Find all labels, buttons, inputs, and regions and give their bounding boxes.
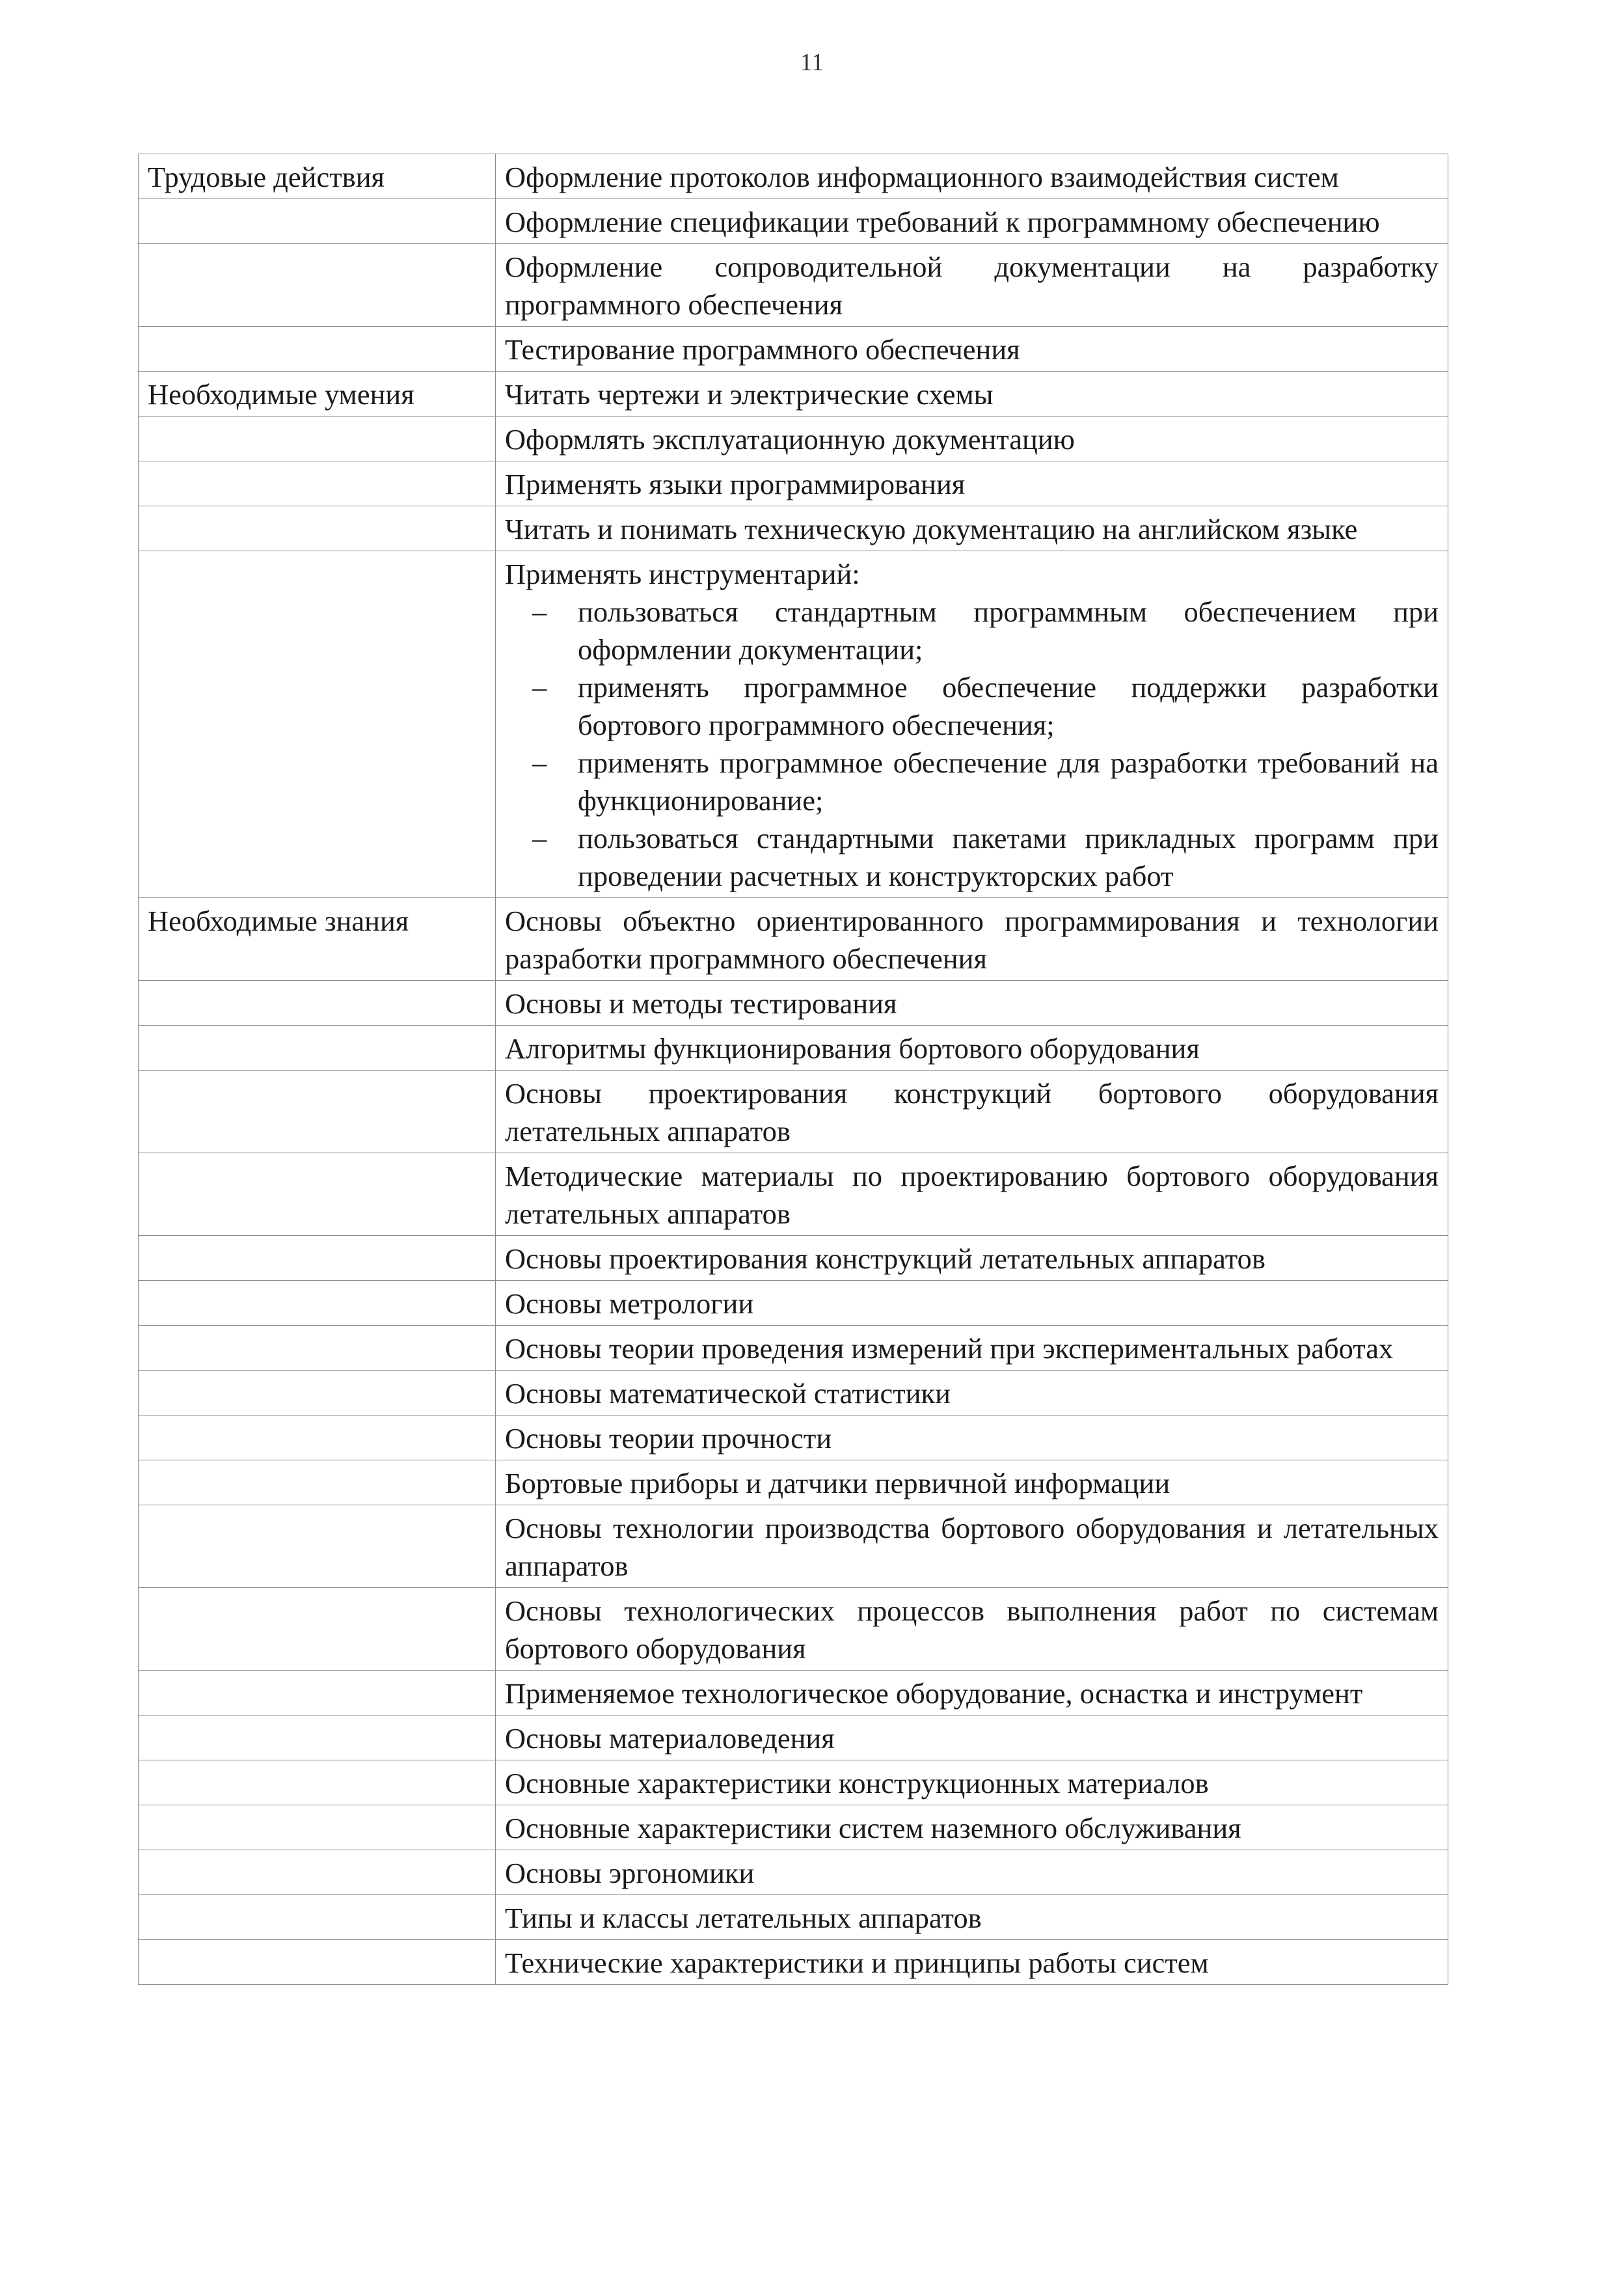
bullet-list — [505, 593, 1439, 895]
section-label-cell — [139, 244, 496, 327]
item-cell — [496, 1588, 1448, 1671]
item-text: Основы и методы тестирования — [505, 987, 897, 1020]
item-cell — [496, 154, 1448, 199]
section-label-cell — [139, 1415, 496, 1460]
section-label-cell — [139, 1805, 496, 1850]
bullet-item — [505, 819, 1439, 895]
table-row — [139, 1805, 1448, 1850]
item-cell — [496, 1505, 1448, 1588]
item-text: Основы метрологии — [505, 1287, 754, 1320]
item-cell — [496, 1895, 1448, 1940]
item-text: Оформление спецификации требований к программному обеспечению — [505, 206, 1380, 238]
item-cell — [496, 417, 1448, 461]
table-row — [139, 1236, 1448, 1281]
table-row — [139, 1460, 1448, 1505]
page-number: 11 — [800, 49, 824, 76]
bullet-text: применять программное обеспечение поддержки разработки бортового программного обеспечения; — [578, 671, 1439, 741]
table-row — [139, 1326, 1448, 1371]
section-label-cell — [139, 199, 496, 244]
item-text: Основы технологических процессов выполнения работ по системам бортового оборудования — [505, 1594, 1439, 1665]
qualification-table — [138, 154, 1448, 1985]
table-row — [139, 1588, 1448, 1671]
table-row — [139, 551, 1448, 898]
table-row — [139, 1071, 1448, 1153]
section-label-cell — [139, 1505, 496, 1588]
item-text: Технические характеристики и принципы работы систем — [505, 1947, 1209, 1979]
item-text: Основы эргономики — [505, 1857, 755, 1889]
item-cell — [496, 551, 1448, 898]
item-text: Применяемое технологическое оборудование, оснастка и инструмент — [505, 1677, 1363, 1710]
table-row — [139, 1281, 1448, 1326]
item-text: Основы теории проведения измерений при экспериментальных работах — [505, 1332, 1394, 1365]
item-cell — [496, 506, 1448, 551]
table-row — [139, 1505, 1448, 1588]
table-row — [139, 506, 1448, 551]
section-label-cell — [139, 1326, 496, 1371]
item-cell — [496, 327, 1448, 372]
table-row — [139, 1895, 1448, 1940]
section-label-cell — [139, 372, 496, 417]
section-label-cell — [139, 1026, 496, 1071]
table-row — [139, 981, 1448, 1026]
bullet-text: применять программное обеспечение для разработки требований на функционирование; — [578, 746, 1439, 817]
dash-bullet-icon: – — [532, 595, 547, 628]
item-cell — [496, 1805, 1448, 1850]
section-label-cell — [139, 1236, 496, 1281]
dash-bullet-icon: – — [532, 746, 547, 779]
table-row — [139, 1153, 1448, 1236]
section-label-cell — [139, 981, 496, 1026]
section-label-cell — [139, 1071, 496, 1153]
bullet-text: пользоваться стандартными пакетами прикладных программ при проведении расчетных и конструкторских работ — [578, 822, 1439, 892]
section-label-cell — [139, 1588, 496, 1671]
table-row — [139, 898, 1448, 981]
table-row — [139, 1415, 1448, 1460]
item-text: Основы технологии производства бортового оборудования и летательных аппаратов — [505, 1512, 1439, 1582]
item-cell — [496, 461, 1448, 506]
item-text: Читать и понимать техническую документацию на английском языке — [505, 513, 1358, 545]
item-text: Читать чертежи и электрические схемы — [505, 378, 994, 411]
item-text: Оформление сопроводительной документации на разработку программного обеспечения — [505, 251, 1439, 321]
section-label-cell — [139, 1716, 496, 1760]
item-text: Тестирование программного обеспечения — [505, 333, 1020, 366]
section-label-cell — [139, 506, 496, 551]
bullet-item — [505, 593, 1439, 668]
item-cell — [496, 1671, 1448, 1716]
item-text: Основные характеристики систем наземного обслуживания — [505, 1812, 1241, 1844]
table-row — [139, 1671, 1448, 1716]
section-label-cell — [139, 1850, 496, 1895]
item-text: Основы проектирования конструкций летательных аппаратов — [505, 1242, 1265, 1275]
item-text: Оформление протоколов информационного взаимодействия систем — [505, 161, 1339, 193]
table-row — [139, 1716, 1448, 1760]
item-cell — [496, 1153, 1448, 1236]
table-row — [139, 1026, 1448, 1071]
table-row — [139, 199, 1448, 244]
table-row — [139, 1371, 1448, 1415]
section-label-cell — [139, 461, 496, 506]
item-text: Основы проектирования конструкций бортового оборудования летательных аппаратов — [505, 1077, 1439, 1147]
section-label-cell — [139, 551, 496, 898]
item-cell — [496, 1460, 1448, 1505]
bullet-item — [505, 744, 1439, 819]
item-text: Основы объектно ориентированного программирования и технологии разработки программного обеспечения — [505, 905, 1439, 975]
item-cell — [496, 1326, 1448, 1371]
item-cell — [496, 199, 1448, 244]
section-label-cell — [139, 1371, 496, 1415]
item-text: Основные характеристики конструкционных материалов — [505, 1767, 1209, 1799]
item-text: Бортовые приборы и датчики первичной информации — [505, 1467, 1171, 1499]
section-label-cell — [139, 1153, 496, 1236]
section-label-cell — [139, 1460, 496, 1505]
item-text: Алгоритмы функционирования бортового оборудования — [505, 1032, 1200, 1065]
item-cell — [496, 1940, 1448, 1985]
section-label-cell — [139, 1281, 496, 1326]
table-row — [139, 1940, 1448, 1985]
item-cell — [496, 1371, 1448, 1415]
item-text: Применять языки программирования — [505, 468, 966, 500]
item-cell — [496, 1026, 1448, 1071]
item-cell — [496, 1071, 1448, 1153]
item-cell — [496, 898, 1448, 981]
item-cell — [496, 1236, 1448, 1281]
table-row — [139, 1760, 1448, 1805]
table-row — [139, 1850, 1448, 1895]
dash-bullet-icon: – — [532, 671, 547, 704]
table-row — [139, 327, 1448, 372]
section-label-cell — [139, 417, 496, 461]
section-label-required-knowledge: Необходимые знания — [148, 905, 409, 937]
item-text: Основы математической статистики — [505, 1377, 951, 1410]
bullet-item — [505, 668, 1439, 744]
item-text: Оформлять эксплуатационную документацию — [505, 423, 1075, 456]
item-cell — [496, 1716, 1448, 1760]
item-text: Основы материаловедения — [505, 1722, 835, 1755]
table-row — [139, 461, 1448, 506]
section-label-cell — [139, 1940, 496, 1985]
item-cell — [496, 1850, 1448, 1895]
item-text: Основы теории прочности — [505, 1422, 832, 1455]
item-cell — [496, 244, 1448, 327]
dash-bullet-icon: – — [532, 822, 547, 854]
item-cell — [496, 1281, 1448, 1326]
table-row — [139, 417, 1448, 461]
table-body — [139, 154, 1448, 1985]
item-cell — [496, 1760, 1448, 1805]
item-text: Типы и классы летательных аппаратов — [505, 1902, 982, 1934]
table-row — [139, 372, 1448, 417]
item-text: Применять инструментарий: — [505, 558, 860, 590]
section-label-cell — [139, 327, 496, 372]
section-label-cell — [139, 1671, 496, 1716]
table-row — [139, 244, 1448, 327]
section-label-cell — [139, 898, 496, 981]
section-label-cell — [139, 1895, 496, 1940]
item-text: Методические материалы по проектированию бортового оборудования летательных аппаратов — [505, 1160, 1439, 1230]
section-label-cell — [139, 1760, 496, 1805]
item-cell — [496, 981, 1448, 1026]
item-cell — [496, 1415, 1448, 1460]
table-row — [139, 154, 1448, 199]
item-cell — [496, 372, 1448, 417]
bullet-text: пользоваться стандартным программным обеспечением при оформлении документации; — [578, 595, 1439, 666]
section-label-labor-actions: Трудовые действия — [148, 161, 385, 193]
section-label-cell — [139, 154, 496, 199]
section-label-required-skills: Необходимые умения — [148, 378, 414, 411]
